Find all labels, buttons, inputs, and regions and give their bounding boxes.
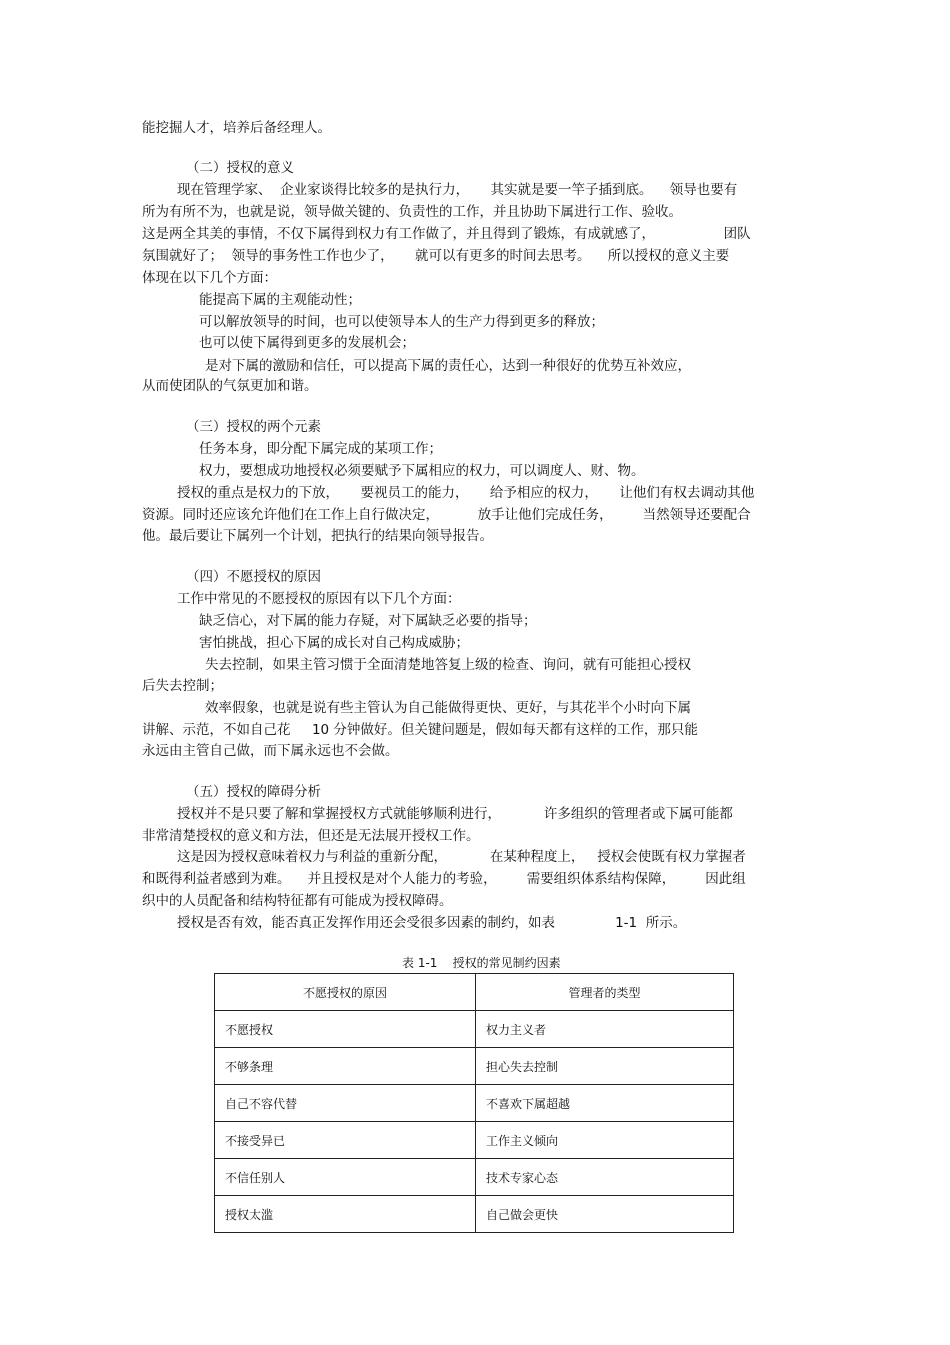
header-cell: 管理者的类型	[476, 974, 734, 1011]
section-heading: （五）授权的障碍分析	[186, 784, 321, 800]
text-line: 讲解、示范，不如自己花 10 分钟做好。但关键问题是，假如每天都有这样的工作，那只能	[142, 722, 698, 738]
text-line: 氛围就好了； 领导的事务性工作也少了， 就可以有更多的时间去思考。 所以授权的意义主要	[142, 248, 730, 264]
text-line: 永远由主管自己做，而下属永远也不会做。	[142, 743, 399, 759]
table-row	[215, 1159, 734, 1196]
text-line: 所为有所不为，也就是说，领导做关键的、负责性的工作，并且协助下属进行工作、验收。	[142, 204, 682, 220]
text-line: 资源。同时还应该允许他们在工作上自行做决定， 放手让他们完成任务， 当然领导还要配合	[142, 507, 751, 523]
text-line: 和既得利益者感到为难。 并且授权是对个人能力的考验， 需要组织体系结构保障， 因此组	[142, 871, 746, 887]
section-heading: （四）不愿授权的原因	[186, 569, 321, 585]
text-line: 授权的重点是权力的下放， 要视员工的能力， 给予相应的权力， 让他们有权去调动其他	[177, 485, 755, 501]
table-cell: 授权太滥	[215, 1196, 476, 1233]
constraints-table	[214, 973, 734, 1233]
table-cell: 工作主义倾向	[476, 1122, 734, 1159]
list-item: 也可以使下属得到更多的发展机会；	[199, 335, 415, 351]
text-line: 从而使团队的气氛更加和谐。	[142, 378, 318, 394]
section-heading: （三）授权的两个元素	[186, 419, 321, 435]
table-header-row	[215, 974, 734, 1011]
list-item: 失去控制，如果主管习惯于全面清楚地答复上级的检查、询问，就有可能担心授权	[205, 657, 691, 673]
text-line: 授权是否有效，能否真正发挥作用还会受很多因素的制约，如表 1-1 所示。	[177, 915, 687, 931]
table-row	[215, 1085, 734, 1122]
text-line: 现在管理学家、 企业家谈得比较多的是执行力， 其实就是要一竿子插到底。 领导也要有	[177, 182, 738, 198]
text-line: 他。最后要让下属列一个计划，把执行的结果向领导报告。	[142, 528, 493, 544]
table-cell: 不愿授权	[215, 1011, 476, 1048]
list-item: 是对下属的激励和信任，可以提高下属的责任心，达到一种很好的优势互补效应，	[205, 358, 691, 374]
table-row	[215, 1011, 734, 1048]
table-cell: 不接受异已	[215, 1122, 476, 1159]
list-item: 能提高下属的主观能动性；	[199, 292, 361, 308]
table-row	[215, 1048, 734, 1085]
list-item: 害怕挑战，担心下属的成长对自己构成威胁；	[199, 635, 469, 651]
list-item: 效率假象，也就是说有些主管认为自己能做得更快、更好，与其花半个小时向下属	[205, 700, 691, 716]
section-heading: （二）授权的意义	[186, 160, 294, 176]
text-line: 能挖掘人才，培养后备经理人。	[142, 120, 331, 136]
text-line: 体现在以下几个方面：	[142, 270, 277, 286]
list-item: 可以解放领导的时间，也可以使领导本人的生产力得到更多的释放；	[199, 314, 604, 330]
table-caption: 表 1-1 授权的常见制约因素	[402, 956, 561, 970]
list-item: 缺乏信心，对下属的能力存疑，对下属缺乏必要的指导；	[199, 613, 537, 629]
text-line: 非常清楚授权的意义和方法，但还是无法展开授权工作。	[142, 828, 480, 844]
table-row	[215, 1122, 734, 1159]
table-cell: 不喜欢下属超越	[476, 1085, 734, 1122]
table-cell: 担心失去控制	[476, 1048, 734, 1085]
table-cell: 自己做会更快	[476, 1196, 734, 1233]
header-cell: 不愿授权的原因	[215, 974, 476, 1011]
table-cell: 不信任别人	[215, 1159, 476, 1196]
table-cell: 不够条理	[215, 1048, 476, 1085]
list-item: 任务本身，即分配下属完成的某项工作；	[199, 441, 442, 457]
text-line: 后失去控制；	[142, 678, 223, 694]
table-cell: 权力主义者	[476, 1011, 734, 1048]
table-row	[215, 1196, 734, 1233]
text-line: 织中的人员配备和结构特征都有可能成为授权障碍。	[142, 893, 453, 909]
text-line: 这是两全其美的事情，不仅下属得到权力有工作做了，并且得到了锻炼，有成就感了， 团队	[142, 226, 751, 242]
list-item: 权力，要想成功地授权必须要赋予下属相应的权力，可以调度人、财、物。	[199, 463, 645, 479]
table-cell: 自己不容代替	[215, 1085, 476, 1122]
text-line: 这是因为授权意味着权力与利益的重新分配， 在某种程度上， 授权会使既有权力掌握者	[177, 849, 746, 865]
table-cell: 技术专家心态	[476, 1159, 734, 1196]
text-line: 授权并不是只要了解和掌握授权方式就能够顺利进行， 许多组织的管理者或下属可能都	[177, 806, 733, 822]
text-line: 工作中常见的不愿授权的原因有以下几个方面：	[177, 591, 461, 607]
